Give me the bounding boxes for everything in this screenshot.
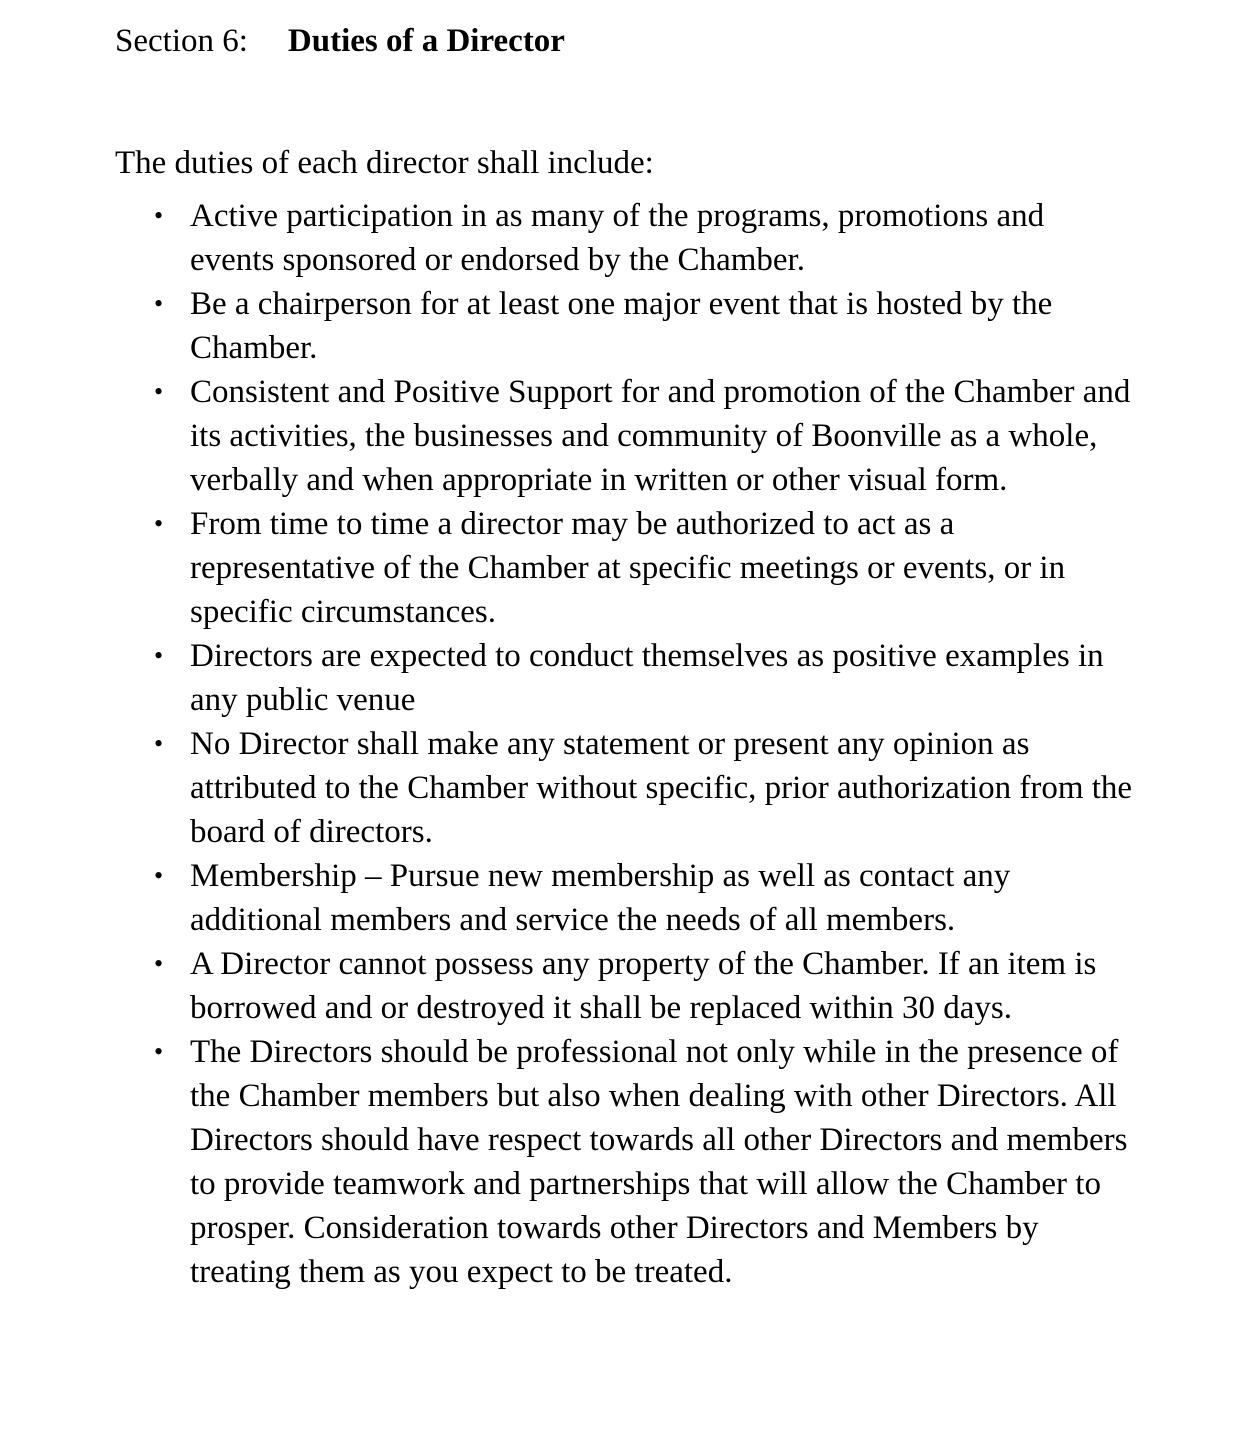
section-title: Duties of a Director [287, 23, 565, 59]
list-item-text: Membership – Pursue new membership as well as contact any additional members and service the needs of all members. [190, 858, 1011, 938]
list-item-text: Active participation in as many of the programs, promotions and events sponsored or endorsed by the Chamber. [190, 198, 1045, 278]
list-item [150, 634, 1135, 722]
list-item [150, 502, 1135, 634]
bullet-icon: • [154, 729, 164, 758]
bullet-icon: • [154, 949, 164, 978]
intro-paragraph: The duties of each director shall include: [115, 145, 654, 181]
list-item [150, 854, 1135, 942]
bullet-icon: • [154, 509, 164, 538]
list-item [150, 282, 1135, 370]
list-item [150, 194, 1135, 282]
list-item [150, 942, 1135, 1030]
list-item-text: Be a chairperson for at least one major event that is hosted by the Chamber. [190, 286, 1053, 366]
list-item-text: A Director cannot possess any property of the Chamber. If an item is borrowed and or destroyed it shall be replaced within 30 days. [190, 946, 1097, 1026]
section-number-label: Section 6: [115, 23, 248, 59]
list-item [150, 370, 1135, 502]
list-item-text: No Director shall make any statement or present any opinion as attributed to the Chamber without specific, prior authorization from the board of directors. [190, 726, 1133, 850]
bullet-icon: • [154, 289, 164, 318]
bullet-icon: • [154, 201, 164, 230]
bullet-icon: • [154, 861, 164, 890]
section-heading [115, 20, 565, 62]
duties-list [150, 194, 1135, 1294]
list-item [150, 1030, 1135, 1294]
list-item [150, 722, 1135, 854]
bullet-icon: • [154, 377, 164, 406]
list-item-text: Directors are expected to conduct themselves as positive examples in any public venue [190, 638, 1104, 718]
list-item-text: Consistent and Positive Support for and promotion of the Chamber and its activities, the businesses and community of Boonville as a whole, verbally and when appropriate in written or other visual form. [190, 374, 1131, 498]
list-item-text: From time to time a director may be authorized to act as a representative of the Chamber at specific meetings or events, or in specific circumstances. [190, 506, 1066, 630]
bullet-icon: • [154, 1037, 164, 1066]
list-item-text: The Directors should be professional not only while in the presence of the Chamber members but also when dealing with other Directors. All Directors should have respect towards all other Directors and members to provide teamwork and partnerships that will allow the Chamber to prosper. Consideration towards other Directors and Members by treating them as you expect to be treated. [190, 1034, 1128, 1290]
bullet-icon: • [154, 641, 164, 670]
